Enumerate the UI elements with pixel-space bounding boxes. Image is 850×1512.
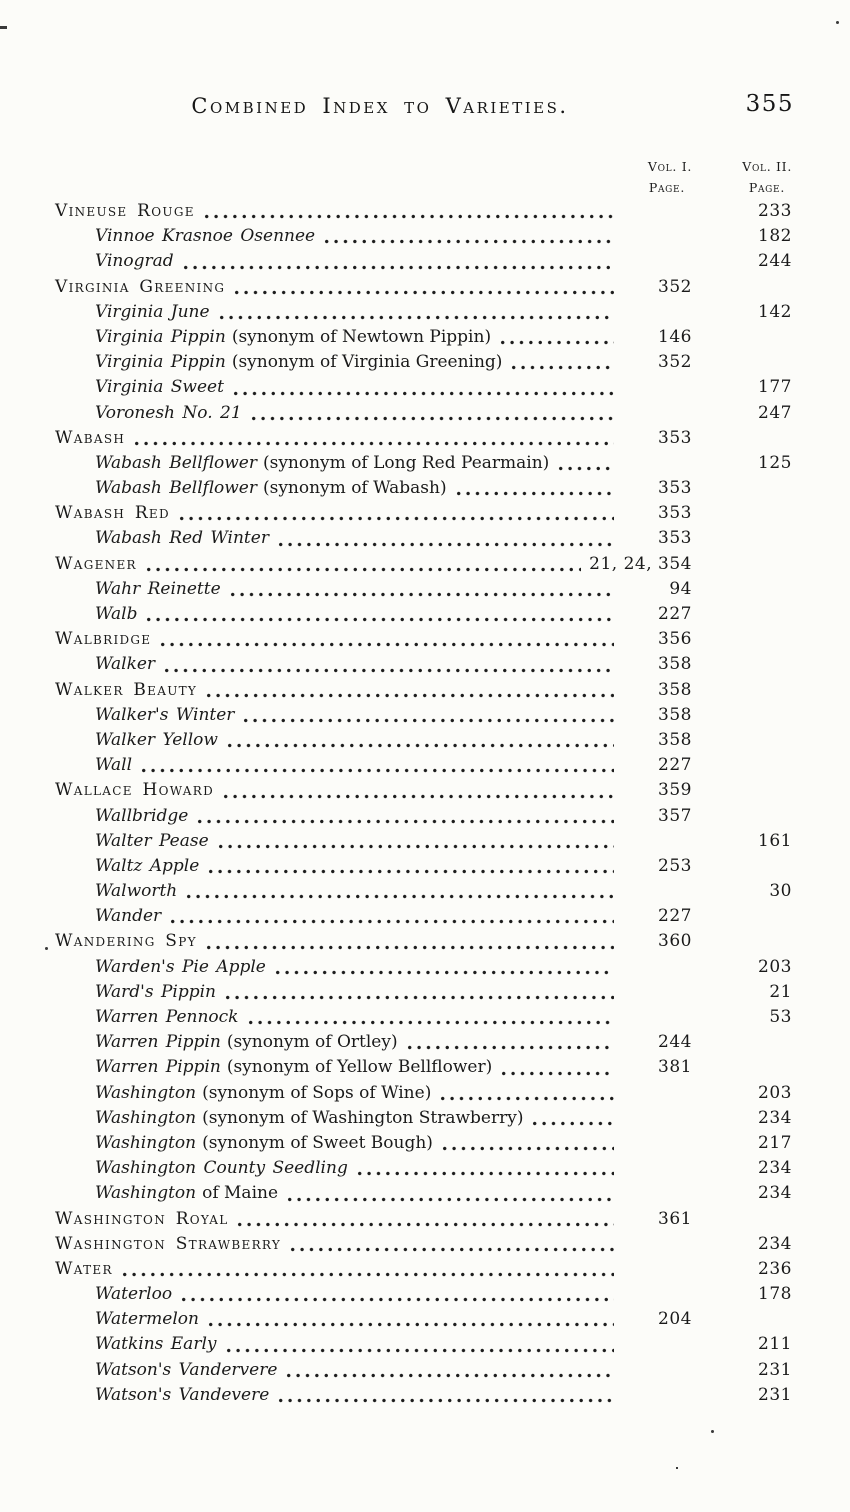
dot-leader (246, 1005, 615, 1030)
dot-leader (276, 1383, 614, 1408)
dot-leader (168, 904, 614, 929)
dot-leader (216, 829, 614, 854)
entry-qualifier: (synonym of Wabash) (262, 478, 447, 499)
vol2-page-value: 234 (758, 1233, 792, 1254)
vol1-page-value: 244 (658, 1032, 692, 1053)
dot-leader (438, 1081, 614, 1106)
entry-name: Watermelon (95, 1309, 199, 1330)
index-row (55, 1383, 792, 1408)
entry-name: Vineuse Rouge (55, 201, 195, 221)
col-header-vol2-label: Vol. II. (742, 159, 792, 174)
index-row (55, 904, 792, 929)
entry-name: Wahr Reinette (95, 578, 221, 599)
index-row (55, 224, 792, 249)
entry-name: Walker Yellow (95, 729, 218, 750)
index-row (55, 526, 792, 551)
entry-name: Virginia June (95, 301, 210, 322)
entry-name: Voronesh No. 21 (95, 402, 242, 423)
index-row (55, 980, 792, 1005)
dot-leader (231, 375, 614, 400)
index-row (55, 375, 792, 400)
index-row (55, 325, 792, 350)
entry-qualifier: (synonym of Newtown Pippin) (231, 326, 492, 347)
vol1-page-value: 94 (669, 578, 692, 599)
entry-name: Virginia Sweet (95, 377, 224, 398)
entry-qualifier: (synonym of Ortley) (226, 1032, 398, 1053)
vol2-page-value: 142 (758, 301, 792, 322)
entry-name: Virginia Pippin (95, 326, 226, 347)
scan-artifact (711, 1430, 714, 1433)
entry-name: Washington Strawberry (55, 1233, 282, 1254)
entry-name: Washington (95, 1183, 197, 1204)
entry-name: Washington (95, 1132, 197, 1153)
dot-leader (204, 678, 614, 703)
index-row (55, 1232, 792, 1257)
entry-name: Wabash Red (55, 503, 170, 524)
index-list (55, 199, 792, 1408)
index-row (55, 350, 792, 375)
vol2-page-value: 234 (758, 1183, 792, 1204)
index-row (55, 1181, 792, 1206)
entry-name: Wandering Spy (55, 931, 197, 952)
dot-leader (144, 602, 614, 627)
vol2-page-value: 177 (758, 377, 792, 398)
dot-leader (440, 1131, 614, 1156)
vol1-page-value: 353 (658, 427, 692, 448)
vol1-page-value: 353 (658, 503, 692, 524)
vol1-page-value: 359 (658, 780, 692, 801)
scan-artifact (676, 1467, 678, 1469)
dot-leader (221, 778, 614, 803)
vol1-page-value: 227 (658, 604, 692, 624)
index-row (55, 501, 792, 526)
index-row (55, 300, 792, 325)
index-row (55, 879, 792, 904)
vol2-page-value: 231 (758, 1384, 792, 1405)
col-header-vol1 (622, 156, 692, 198)
index-row (55, 1106, 792, 1131)
column-headers (55, 156, 792, 198)
dot-leader (206, 1307, 614, 1332)
index-row (55, 1257, 792, 1282)
vol1-page-value: 227 (658, 906, 692, 927)
vol2-page-value: 233 (758, 201, 792, 221)
entry-name: Wabash Red Winter (95, 528, 269, 549)
index-row (55, 401, 792, 426)
vol1-page-value: 360 (658, 931, 692, 952)
vol2-page-value: 178 (758, 1284, 792, 1305)
index-row (55, 703, 792, 728)
entry-name: Ward's Pippin (95, 981, 216, 1002)
vol1-page-value: 358 (658, 704, 692, 725)
vol1-page-value: 204 (658, 1309, 692, 1330)
dot-leader (225, 728, 614, 753)
vol2-page-value: 182 (758, 226, 792, 247)
index-row (55, 1030, 792, 1055)
dot-leader (288, 1232, 614, 1257)
index-row (55, 1207, 792, 1232)
entry-name: Wander (95, 906, 162, 927)
vol2-page-value: 125 (758, 452, 792, 473)
dot-leader (184, 879, 614, 904)
index-row (55, 451, 792, 476)
dot-leader (162, 652, 614, 677)
dot-leader (206, 854, 614, 879)
vol2-page-value: 211 (758, 1334, 792, 1355)
entry-name: Walb (95, 604, 138, 624)
vol2-page-value: 53 (769, 1007, 792, 1027)
dot-leader (273, 955, 614, 980)
entry-name: Washington Royal (55, 1208, 229, 1229)
dot-leader (195, 804, 614, 829)
index-row (55, 804, 792, 829)
dot-leader (177, 501, 614, 526)
dot-leader (355, 1156, 614, 1181)
entry-name: Watson's Vandervere (95, 1359, 278, 1380)
dot-leader (285, 1181, 614, 1206)
vol2-page-value: 231 (758, 1359, 792, 1380)
col-header-vol1-page-label: Page. (648, 180, 685, 195)
dot-leader (232, 275, 614, 300)
scan-artifact (0, 26, 7, 29)
entry-name: Wagener (55, 553, 137, 574)
entry-name: Vinnoe Krasnoe Osennee (95, 226, 316, 247)
vol2-page-value: 247 (758, 402, 792, 423)
entry-name: Waterloo (95, 1284, 173, 1305)
vol1-page-value: 361 (658, 1208, 692, 1229)
entry-name: Wabash Bellflower (95, 452, 257, 473)
entry-name: Washington (95, 1082, 197, 1103)
dot-leader (158, 627, 614, 652)
vol2-page-value: 203 (758, 956, 792, 977)
vol2-page-value: 217 (758, 1132, 792, 1153)
index-row (55, 652, 792, 677)
vol1-page-value: 353 (658, 528, 692, 549)
vol2-page-value: 236 (758, 1258, 792, 1279)
index-row (55, 728, 792, 753)
entry-name: Vinograd (95, 251, 174, 272)
vol1-page-value: 21, 24, 354 (589, 553, 692, 574)
dot-leader (132, 426, 614, 451)
index-row (55, 1307, 792, 1332)
scan-artifact (45, 947, 48, 950)
page-number: 355 (745, 91, 794, 117)
entry-name: Virginia Pippin (95, 352, 226, 373)
index-row (55, 929, 792, 954)
index-row (55, 1156, 792, 1181)
vol2-page-value: 234 (758, 1158, 792, 1179)
entry-name: Walbridge (55, 629, 152, 650)
index-row (55, 955, 792, 980)
dot-leader (181, 249, 614, 274)
entry-qualifier: (synonym of Sops of Wine) (202, 1082, 432, 1103)
index-row (55, 753, 792, 778)
dot-leader (499, 1055, 614, 1080)
entry-name: Warren Pennock (95, 1007, 239, 1027)
dot-leader (235, 1207, 614, 1232)
vol1-page-value: 146 (658, 326, 692, 347)
entry-name: Watson's Vandevere (95, 1384, 270, 1405)
dot-leader (556, 451, 614, 476)
vol2-page-value: 21 (769, 981, 792, 1002)
dot-leader (144, 552, 581, 577)
vol1-page-value: 353 (658, 478, 692, 499)
index-row (55, 199, 792, 224)
entry-name: Warden's Pie Apple (95, 956, 266, 977)
dot-leader (202, 199, 614, 224)
vol2-page-value: 234 (758, 1107, 792, 1128)
index-row (55, 602, 792, 627)
entry-name: Wallace Howard (55, 780, 215, 801)
entry-name: Washington County Seedling (95, 1158, 348, 1179)
index-row (55, 426, 792, 451)
entry-qualifier: (synonym of Yellow Bellflower) (226, 1057, 493, 1078)
dot-leader (120, 1257, 614, 1282)
entry-name: Warren Pippin (95, 1057, 221, 1078)
index-row (55, 552, 792, 577)
vol1-page-value: 253 (658, 855, 692, 876)
vol1-page-value: 381 (658, 1057, 692, 1078)
index-row (55, 778, 792, 803)
dot-leader (509, 350, 614, 375)
dot-leader (530, 1106, 614, 1131)
dot-leader (139, 753, 614, 778)
index-row (55, 275, 792, 300)
index-row (55, 1282, 792, 1307)
entry-name: Warren Pippin (95, 1032, 221, 1053)
index-row (55, 1358, 792, 1383)
vol1-page-value: 352 (658, 352, 692, 373)
entry-name: Waltz Apple (95, 855, 200, 876)
index-row (55, 1005, 792, 1030)
vol1-page-value: 358 (658, 729, 692, 750)
index-row (55, 249, 792, 274)
entry-name: Water (55, 1258, 113, 1279)
entry-name: Walker Beauty (55, 679, 198, 700)
entry-qualifier: of Maine (202, 1183, 279, 1204)
dot-leader (224, 1332, 615, 1357)
dot-leader (249, 401, 614, 426)
vol1-page-value: 356 (658, 629, 692, 650)
index-row (55, 1055, 792, 1080)
entry-name: Washington (95, 1107, 197, 1128)
scan-artifact (836, 21, 839, 24)
entry-name: Wabash (55, 427, 126, 448)
entry-name: Walter Pease (95, 830, 209, 851)
col-header-vol2 (692, 156, 792, 198)
index-row (55, 1131, 792, 1156)
index-row (55, 476, 792, 501)
vol1-page-value: 227 (658, 755, 692, 776)
index-row (55, 1081, 792, 1106)
entry-qualifier: (synonym of Sweet Bough) (202, 1132, 433, 1153)
col-header-vol1-label: Vol. I. (647, 159, 692, 174)
index-row (55, 829, 792, 854)
index-row (55, 577, 792, 602)
dot-leader (498, 325, 614, 350)
page-title: Combined Index to Varieties. (191, 94, 569, 118)
vol2-page-value: 30 (769, 881, 792, 902)
dot-leader (223, 980, 614, 1005)
col-header-vol2-page-label: Page. (748, 180, 785, 195)
entry-qualifier: (synonym of Long Red Pearmain) (262, 452, 550, 473)
entry-name: Walker's Winter (95, 704, 235, 725)
vol1-page-value: 357 (658, 805, 692, 826)
vol2-page-value: 203 (758, 1082, 792, 1103)
vol2-page-value: 244 (758, 251, 792, 272)
entry-qualifier: (synonym of Washington Strawberry) (202, 1107, 524, 1128)
dot-leader (204, 929, 614, 954)
dot-leader (322, 224, 614, 249)
entry-name: Walworth (95, 881, 178, 902)
entry-name: Wallbridge (95, 805, 189, 826)
vol2-page-value: 161 (758, 830, 792, 851)
entry-name: Watkins Early (95, 1334, 217, 1355)
header-spacer (55, 156, 622, 198)
dot-leader (276, 526, 614, 551)
dot-leader (179, 1282, 614, 1307)
index-row (55, 1332, 792, 1357)
dot-leader (454, 476, 614, 501)
dot-leader (217, 300, 614, 325)
dot-leader (228, 577, 614, 602)
index-row (55, 854, 792, 879)
dot-leader (284, 1358, 614, 1383)
vol1-page-value: 352 (658, 276, 692, 297)
vol1-page-value: 358 (658, 679, 692, 700)
entry-name: Wabash Bellflower (95, 478, 257, 499)
entry-name: Wall (95, 755, 133, 776)
entry-name: Walker (95, 654, 156, 675)
dot-leader (241, 703, 614, 728)
entry-name: Virginia Greening (55, 276, 226, 297)
vol1-page-value: 358 (658, 654, 692, 675)
index-row (55, 678, 792, 703)
entry-qualifier: (synonym of Virginia Greening) (231, 352, 503, 373)
index-row (55, 627, 792, 652)
dot-leader (405, 1030, 614, 1055)
